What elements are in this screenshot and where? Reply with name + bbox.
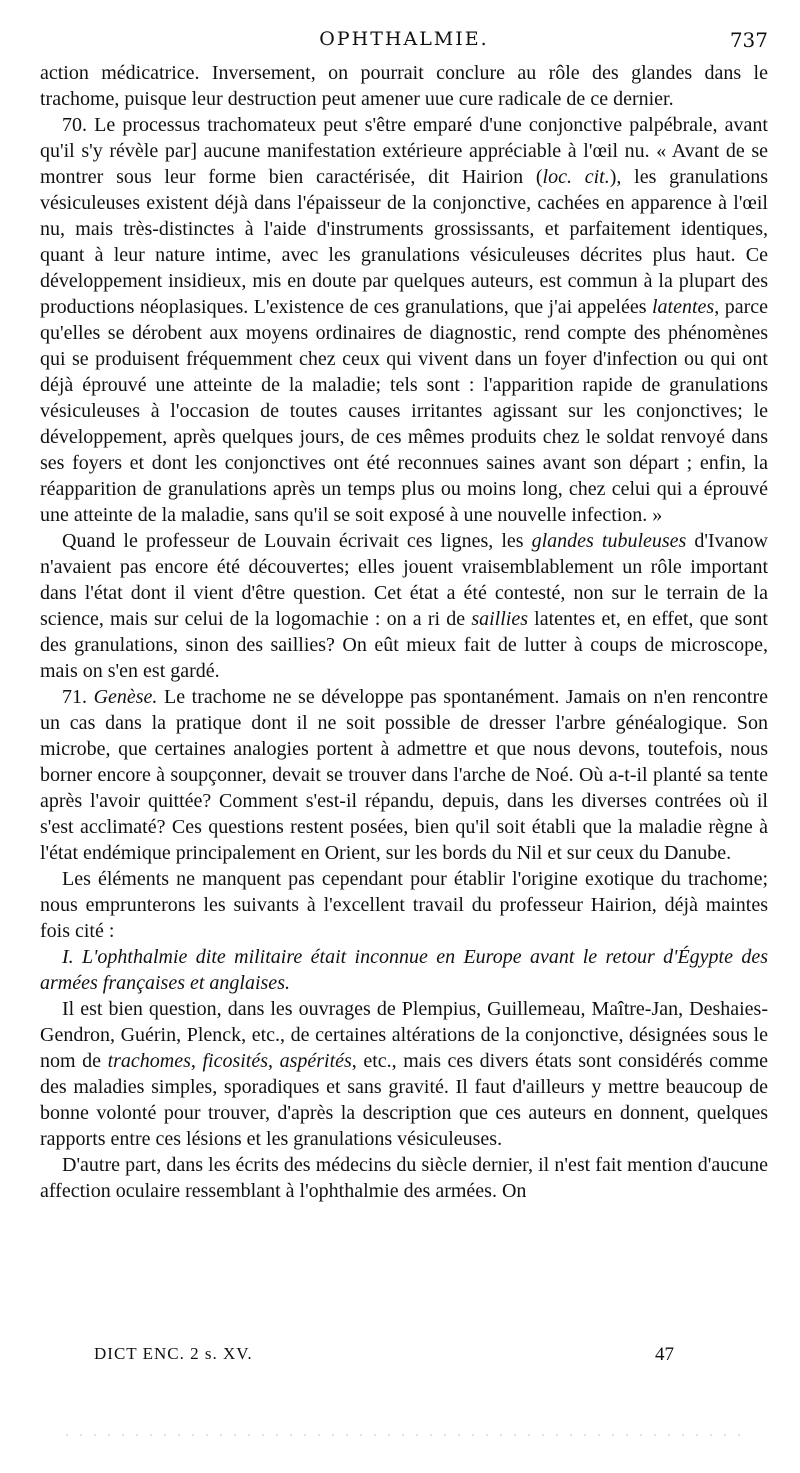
text-run: Le trachome ne se développe pas spontanément. Jamais on n'en rencontre un cas dans la pratique dont il ne soit possible de dresser l'arbre généalogique. Son microbe, que certaines analogies portent à admettre et que nous devons, toutefois, nous borner encore à soupçonner, devait se trouver dans l'arche de Noé. Où a-t-il planté sa tente après l'avoir quittée? Comment s'est-il répandu, depuis, dans les diverses contrées où il s'est acclimaté? Ces questions restent posées, bien qu'il soit établi que la maladie règne à l'état endémique principalement en Orient, sur les bords du Nil et sur ceux du Danube. [40, 686, 768, 864]
text-run: , parce qu'elles se dérobent aux moyens ordinaires de diagnostic, rend compte des phénomènes qui se produisent fréquemment chez ceux qui vivent dans un foyer d'infection ou qui ont déjà éprouvé une atteinte de la maladie; tels sont : l'apparition rapide de granulations vésiculeuses à l'occasion de toutes causes irritantes agissant sur les conjonctives; le développement, après quelques jours, de ces mêmes produits chez le soldat renvoyé dans ses foyers et dont les conjonctives ont été reconnues saines avant son départ ; enfin, la réapparition de granulations après un temps plus ou moins long, chez celui qui a éprouvé une atteinte de la maladie, sans qu'il se soit exposé à une nouvelle infection. » [40, 296, 768, 526]
term-ficosites: ficosités [202, 1050, 268, 1072]
page-body [40, 60, 768, 1204]
section-number: 71. [62, 686, 94, 708]
text-run: latentes et, en effet, que sont des granulations, sinon des saillies? On eût mieux fait de lutter à coups de microscope, mais on s'en est gardé. [40, 608, 768, 682]
text-run: d'Ivanow n'avaient pas encore été découvertes; elles jouent vraisemblablement un rôle important dans l'état dont il vient d'être question. Cet état a été contesté, non sur le terrain de la science, mais sur celui de la logomachie : on a ri de [40, 530, 768, 630]
sheet-number: 47 [655, 1344, 674, 1365]
paragraph-louvain [40, 528, 768, 684]
paragraph-continuation: action médicatrice. Inversement, on pourrait conclure au rôle des glandes dans le trachome, puisque leur destruction peut amener uue cure radicale de ce dernier. [40, 62, 768, 110]
page-number: 737 [729, 28, 768, 52]
term-trachomes: trachomes [107, 1050, 191, 1072]
text-run: 70. Le processus trachomateux peut s'être emparé d'une conjonctive palpébrale, avant qu'il s'y révèle par] aucune manifestation extérieure appréciable à l'œil nu. « Avant de se montrer sous leur forme bien caractérisée, dit Hairion ( [40, 114, 768, 188]
paragraph-autre-part: D'autre part, dans les écrits des médecins du siècle dernier, il n'est fait mention d'aucune affection oculaire ressemblant à l'ophthalmie des armées. On [40, 1154, 768, 1202]
term-latentes: latentes [651, 296, 715, 318]
text-run: Il est bien question, dans les ouvrages de Plempius, Guillemeau, Maître-Jan, Deshaies-Gendron, Guérin, Plenck, etc., de certaines altérations de la conjonctive, désignées sous le nom de [40, 998, 768, 1072]
text-run: , etc., mais ces divers états sont considérés comme des maladies simples, sporadiques et sans gravité. Il faut d'ailleurs y mettre beaucoup de bonne volonté pour trouver, d'après la description que ces auteurs en donnent, quelques rapports entre ces lésions et les granulations vésiculeuses. [40, 1050, 769, 1150]
paragraph-71 [40, 684, 768, 866]
running-head [40, 28, 768, 54]
paragraph-70 [40, 112, 768, 528]
citation-loc-cit: loc. cit. [542, 166, 610, 188]
paragraph-point-1 [40, 944, 768, 996]
term-asperites: aspérités [279, 1050, 352, 1072]
term-glandes-tubuleuses: glandes tubuleuses [531, 530, 687, 552]
term-saillies: saillies [471, 608, 528, 630]
text-run: ), les granulations vésiculeuses existent déjà dans l'épaisseur de la conjonctive, cachées en apparence à l'œil nu, mais très-distinctes à l'aide d'instruments grossissants, et parfaitement identiques, quant à leur nature intime, avec les granulations vésiculeuses décrites plus haut. Ce développement insidieux, mis en doute par quelques auteurs, est commun à la plupart des productions néoplasiques. L'existence de ces granulations, que j'ai appelées [40, 166, 768, 318]
running-title: OPHTHALMIE. [319, 28, 489, 50]
text-run: , [268, 1050, 280, 1072]
point-1-statement: I. L'ophthalmie dite militaire était inconnue en Europe avant le retour d'Égypte des armées françaises et anglaises. [40, 946, 768, 994]
text-run: , [190, 1050, 203, 1072]
paragraph-plempius [40, 996, 768, 1152]
bleed-through-specks [60, 1432, 740, 1438]
text-run: Quand le professeur de Louvain écrivait ces lignes, les [62, 530, 532, 552]
paragraph-origine: Les éléments ne manquent pas cependant pour établir l'origine exotique du trachome; nous emprunterons les suivants à l'excellent travail du professeur Hairion, déjà maintes fois cité : [40, 868, 768, 942]
section-heading-genese: Genèse. [93, 686, 158, 708]
signature-mark: DICT ENC. 2 s. XV. [94, 1344, 253, 1363]
